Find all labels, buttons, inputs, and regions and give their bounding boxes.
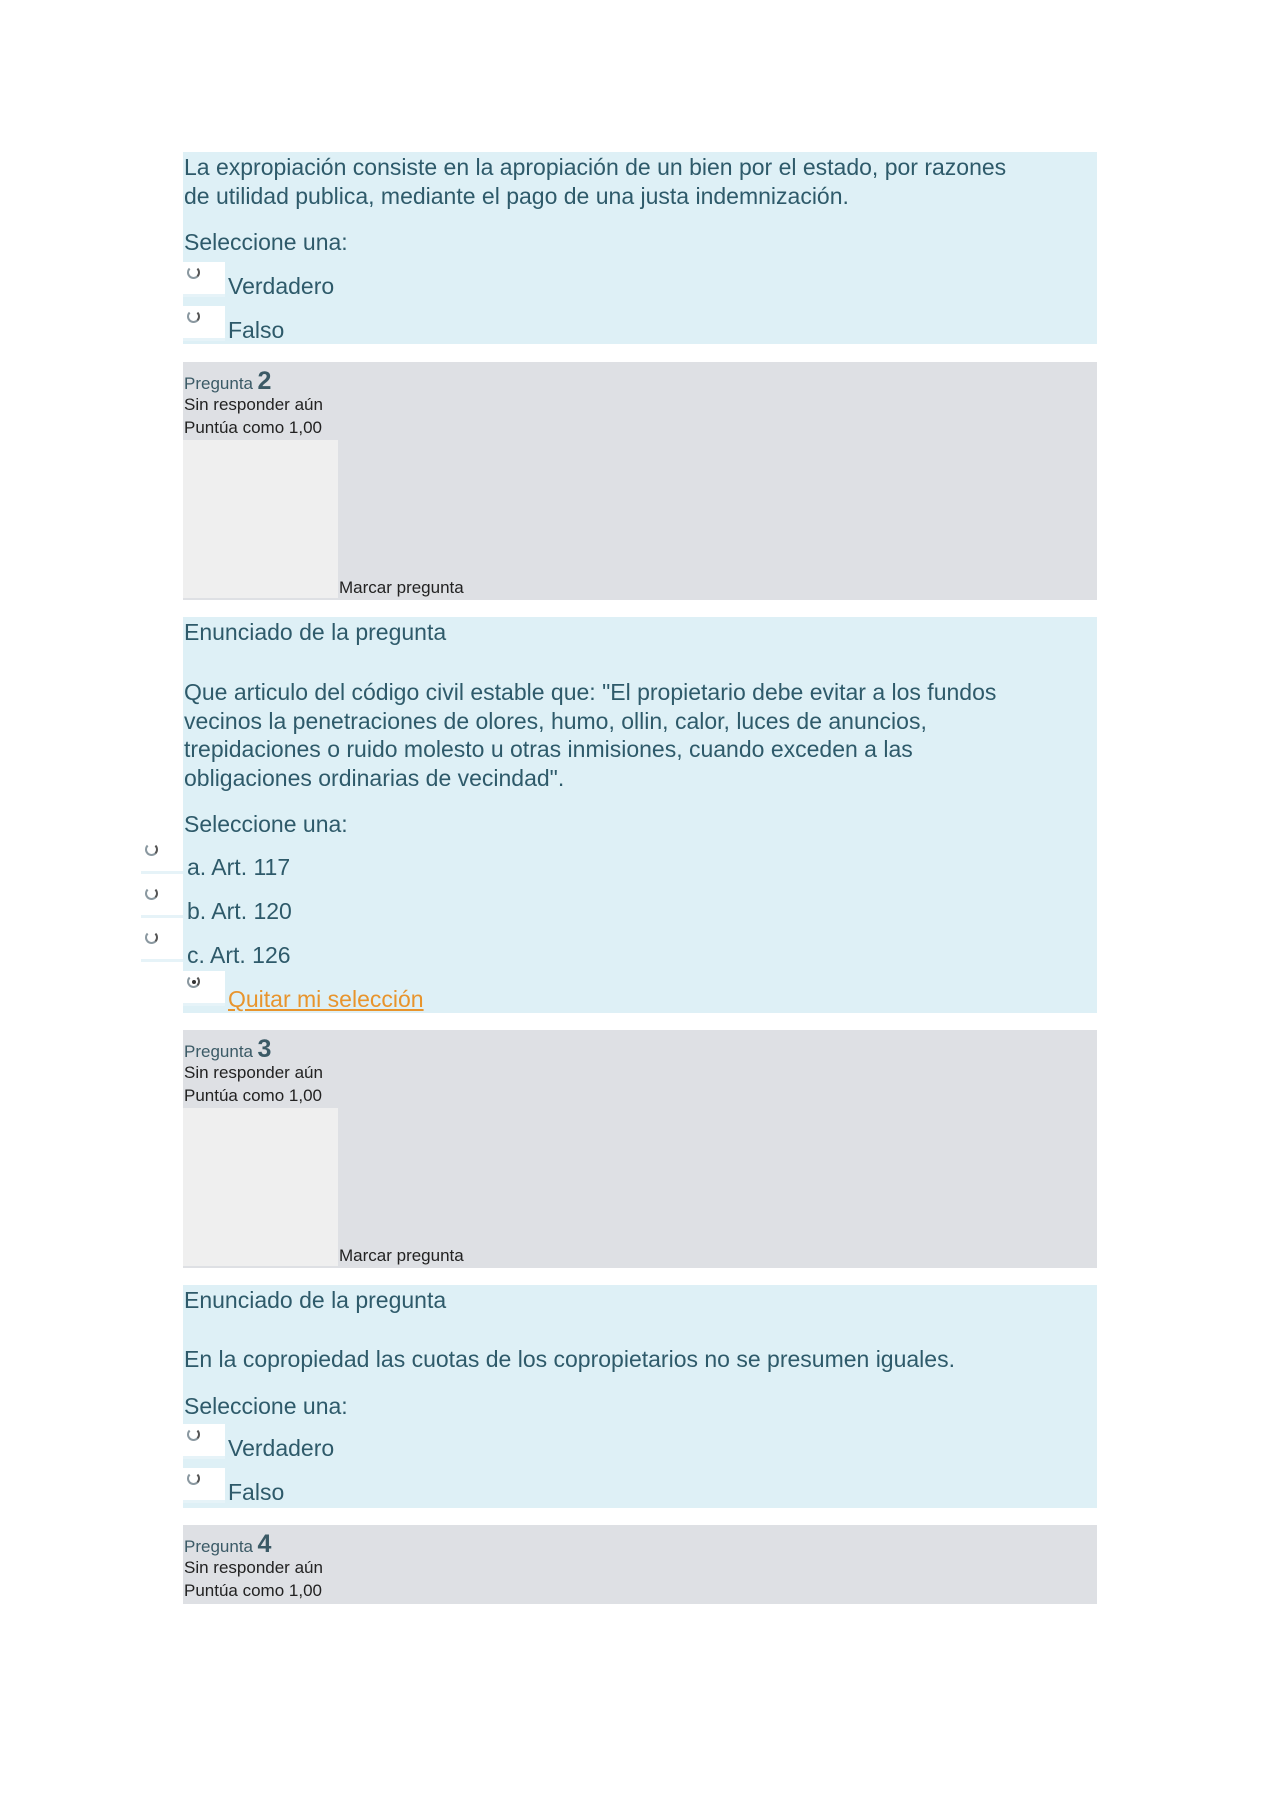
question-1-line-1: La expropiación consiste en la apropiación de un bien por el estado, por razones (184, 154, 1007, 180)
question-status: Sin responder aún (184, 1558, 323, 1577)
radio-option-c[interactable] (141, 927, 183, 962)
question-label: Pregunta (184, 1537, 253, 1556)
question-3-text-block (183, 1285, 1097, 1508)
option-label-b[interactable]: b. Art. 120 (187, 898, 292, 924)
question-4-info (183, 1525, 1097, 1604)
question-number-line (184, 367, 271, 396)
question-2-line-4: obligaciones ordinarias de vecindad". (184, 765, 565, 791)
question-3-info (183, 1030, 1097, 1268)
flag-question-link[interactable]: Marcar pregunta (339, 1246, 464, 1265)
option-label-falso-q1[interactable]: Falso (228, 317, 285, 343)
question-grade: Puntúa como 1,00 (184, 1086, 322, 1105)
radio-icon (145, 931, 158, 944)
question-1-line-2: de utilidad publica, mediante el pago de una justa indemnización. (184, 183, 849, 209)
question-status: Sin responder aún (184, 1063, 323, 1082)
question-grade: Puntúa como 1,00 (184, 418, 322, 437)
select-label: Seleccione una: (184, 811, 348, 837)
question-1-text-block (183, 152, 1097, 344)
question-status: Sin responder aún (184, 395, 323, 414)
radio-option-a[interactable] (141, 839, 183, 874)
question-label: Pregunta (184, 1042, 253, 1061)
radio-verdadero-q1[interactable] (183, 262, 225, 297)
flag-question-link[interactable]: Marcar pregunta (339, 578, 464, 597)
question-2-text-block (183, 617, 1097, 1013)
radio-icon (187, 266, 200, 279)
radio-clear[interactable] (183, 971, 225, 1006)
question-3-line-1: En la copropiedad las cuotas de los copropietarios no se presumen iguales. (184, 1346, 955, 1372)
radio-falso-q3[interactable] (183, 1468, 225, 1503)
question-2-line-3: trepidaciones o ruido molesto u otras inmisiones, cuando exceden a las (184, 736, 913, 762)
question-heading: Enunciado de la pregunta (184, 1287, 447, 1313)
radio-icon (187, 310, 200, 323)
question-heading: Enunciado de la pregunta (184, 619, 447, 645)
flag-icon[interactable] (183, 1108, 338, 1266)
radio-option-b[interactable] (141, 883, 183, 918)
question-number: 4 (257, 1530, 272, 1558)
radio-selected-dot (192, 980, 196, 984)
question-number-line (184, 1035, 271, 1064)
question-2-line-2: vecinos la penetraciones de olores, humo, ollin, calor, luces de anuncios, (184, 708, 927, 734)
option-label-a[interactable]: a. Art. 117 (187, 854, 291, 880)
radio-icon (187, 1472, 200, 1485)
radio-verdadero-q3[interactable] (183, 1424, 225, 1459)
question-2-info (183, 362, 1097, 600)
radio-icon (145, 887, 158, 900)
option-label-falso-q3[interactable]: Falso (228, 1479, 285, 1505)
select-label: Seleccione una: (184, 1393, 348, 1419)
select-label: Seleccione una: (184, 229, 348, 255)
question-number: 3 (257, 1035, 272, 1063)
question-number-line (184, 1530, 271, 1559)
clear-selection-link[interactable]: Quitar mi selección (228, 986, 424, 1012)
question-label: Pregunta (184, 374, 253, 393)
question-2-line-1: Que articulo del código civil estable que: "El propietario debe evitar a los fundos (184, 679, 997, 705)
radio-icon (145, 843, 158, 856)
question-grade: Puntúa como 1,00 (184, 1581, 322, 1600)
question-number: 2 (257, 367, 272, 395)
radio-icon (187, 1428, 200, 1441)
option-label-verdadero-q3[interactable]: Verdadero (228, 1435, 335, 1461)
option-label-c[interactable]: c. Art. 126 (187, 942, 291, 968)
radio-falso-q1[interactable] (183, 306, 225, 341)
flag-icon[interactable] (183, 440, 338, 598)
option-label-verdadero-q1[interactable]: Verdadero (228, 273, 335, 299)
